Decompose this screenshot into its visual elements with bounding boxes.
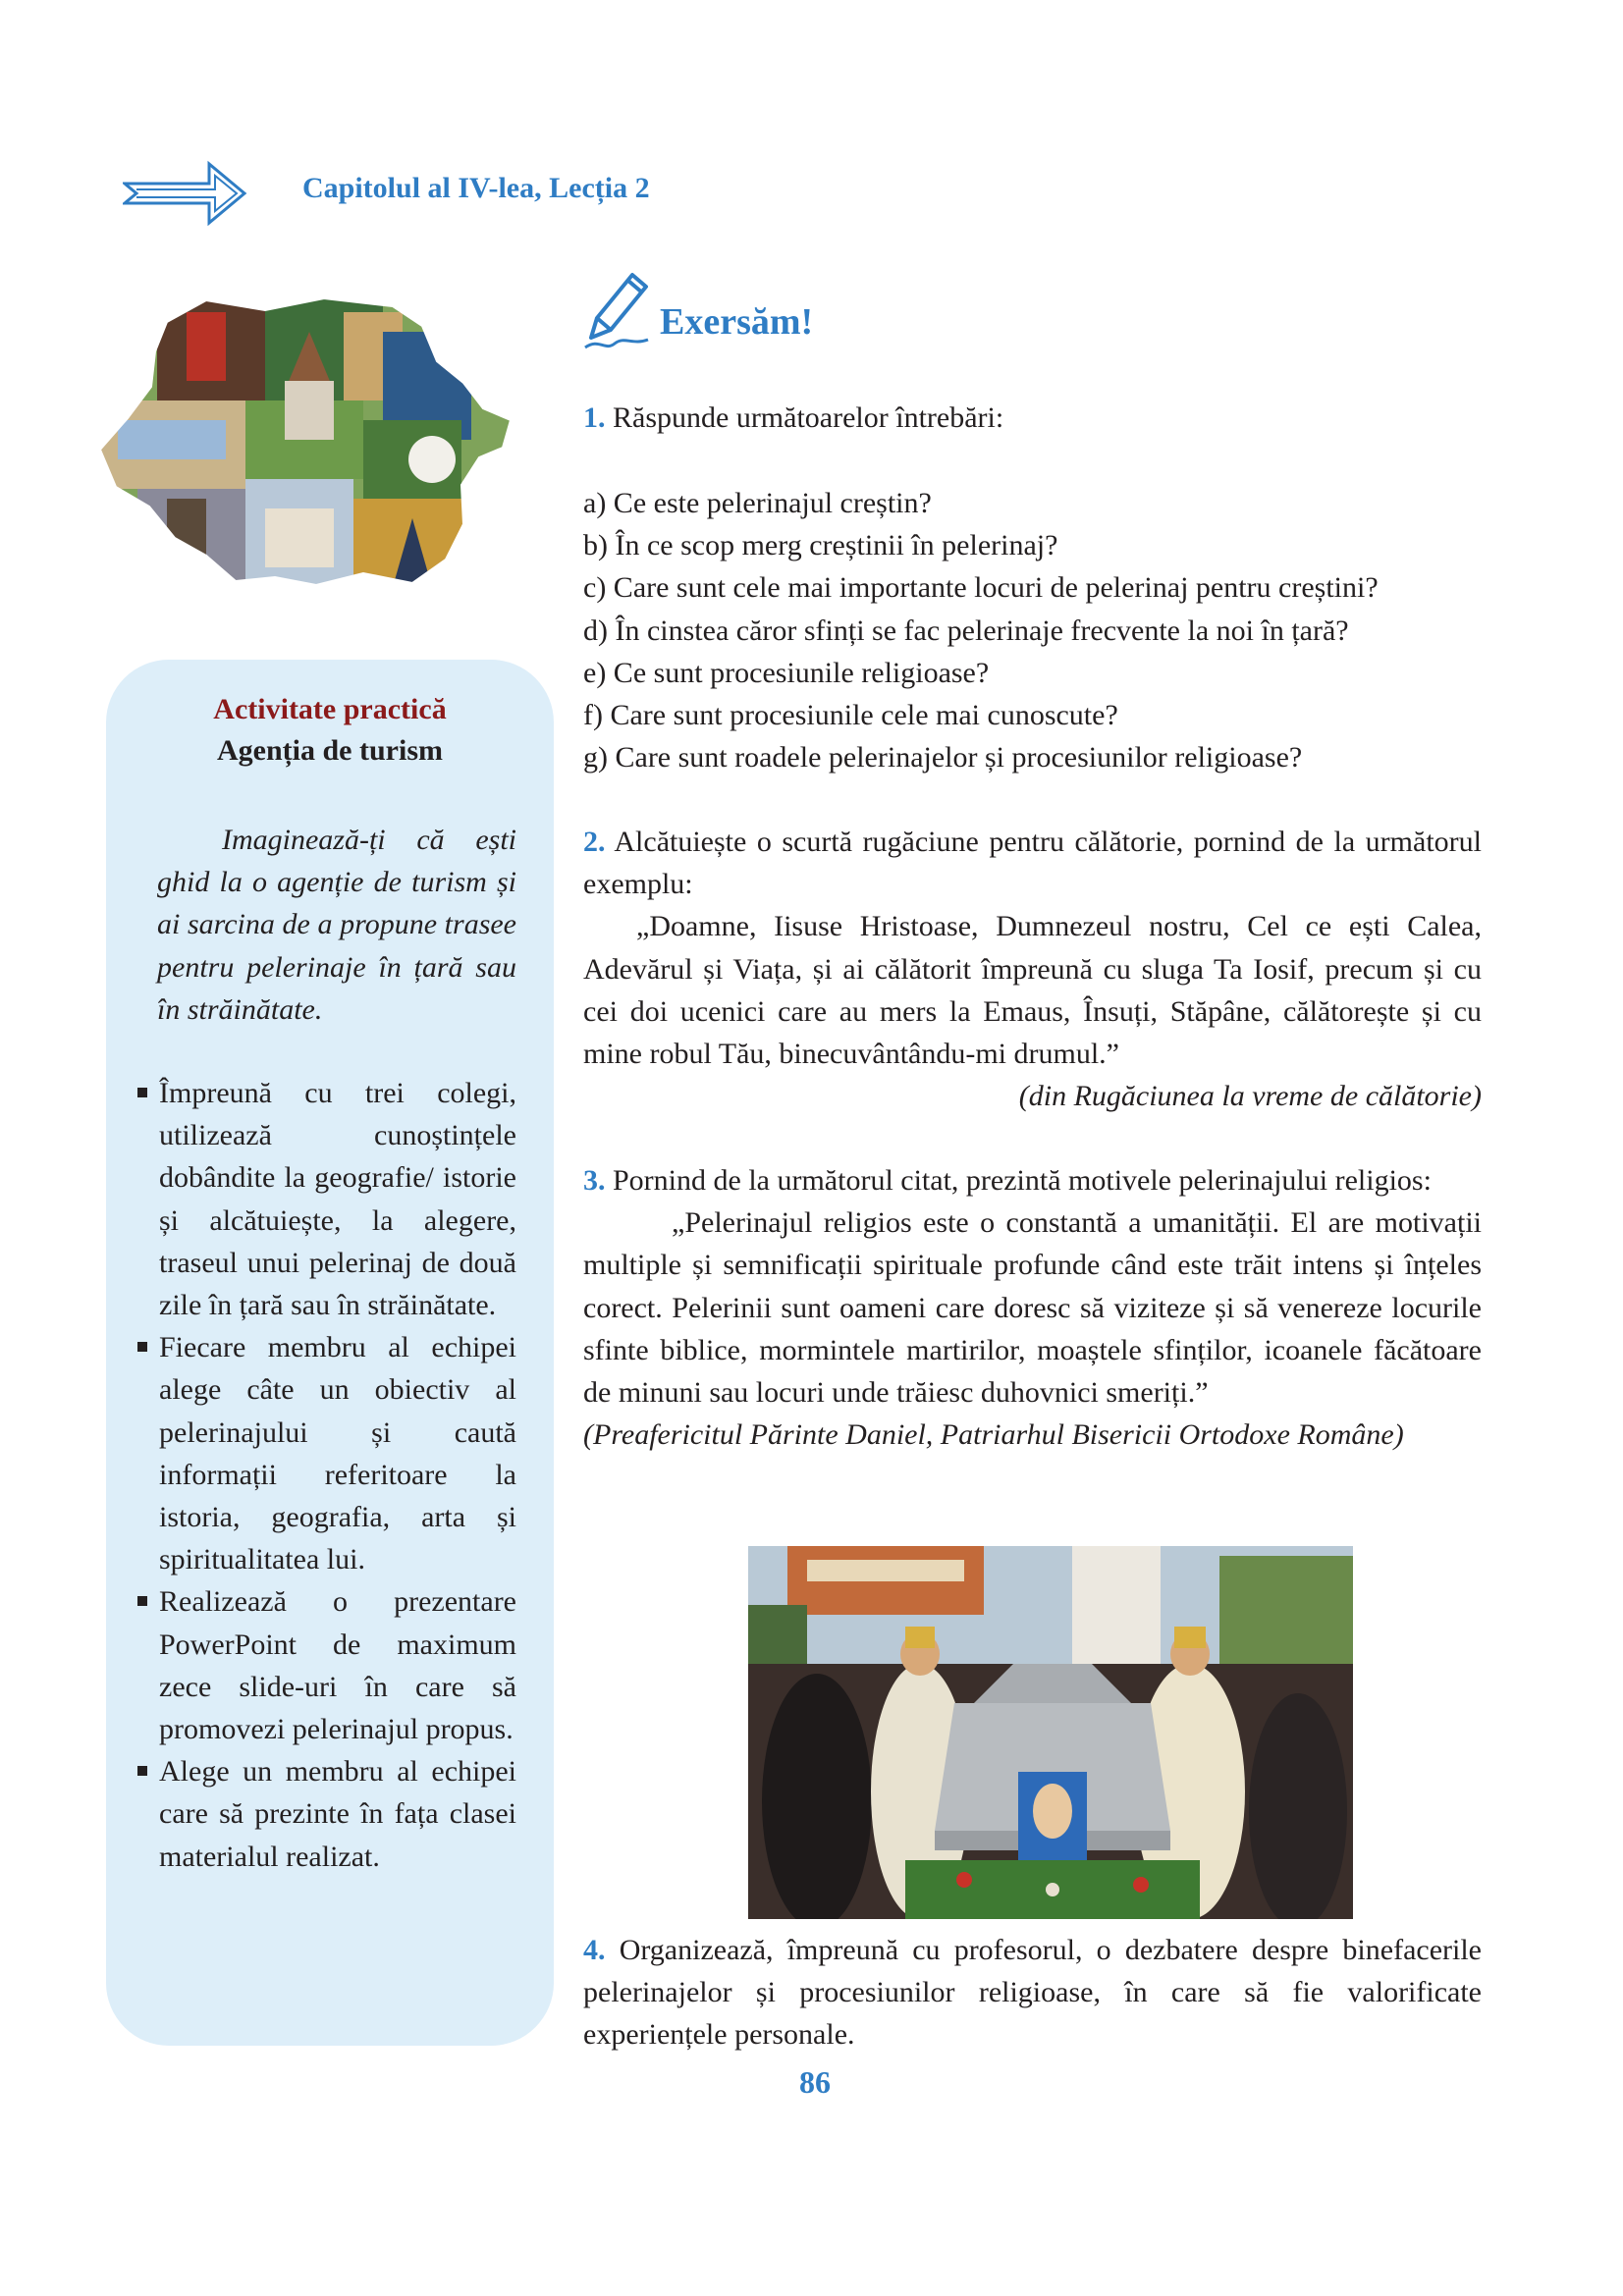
question-text: Organizează, împreună cu profesorul, o dezbatere despre binefacerile pelerinajelor și procesiunilor religioase, în care să fie valorificate experiențele personale. [583,1934,1482,2052]
activity-list [130,1072,516,1878]
list-item: Împreună cu trei colegi, utilizează cunoștințele dobândite la geografie/ istorie și alcătuiește, la alegere, traseul unui pelerinaj de două zile în țară sau în străinătate. [130,1072,516,1326]
question-number: 4. [583,1934,606,1966]
quote-source: (Preafericitul Părinte Daniel, Patriarhul Bisericii Ortodoxe Române) [583,1418,1404,1452]
romania-map-collage [98,293,520,607]
question-text: Alcătuiește o scurtă rugăciune pentru călătorie, pornind de la următorul exemplu: [583,826,1482,901]
pencil-icon [581,269,652,351]
list-item: Alege un membru al echipei care să prezinte în fața clasei materialul realizat. [130,1750,516,1878]
list-item: f) Care sunt procesiunile cele mai cunoscute? [583,699,1118,732]
list-item: b) În ce scop merg creștinii în pelerinaj? [583,529,1058,562]
prayer-quote: „Doamne, Iisuse Hristoase, Dumnezeul nostru, Cel ce ești Calea, Adevărul și Viața, și ai călătorit împreună cu sluga Ta Iosif, precum și cu cei doi ucenici care au mers la Emaus, Însuți, Stăpâne, călătorește și cu mine robul Tău, binecuvântându-mi drumul.” [583,910,1482,1071]
question-text: Răspunde următoarelor întrebări: [613,401,1004,434]
activity-subtitle: Agenția de turism [217,734,443,767]
chapter-title: Capitolul al IV-lea, Lecția 2 [302,172,650,204]
list-item: d) În cinstea căror sfinți se fac pelerinaje frecvente la noi în țară? [583,614,1349,647]
quote-source: (din Rugăciunea la vreme de călătorie) [1018,1080,1482,1113]
question-text: Pornind de la următorul citat, prezintă motivele pelerinajului religios: [613,1164,1432,1197]
list-item: a) Ce este pelerinajul creștin? [583,487,932,519]
question-number: 2. [583,826,606,858]
question-3 [583,1159,1482,1456]
list-item: g) Care sunt roadele pelerinajelor și procesiunilor religioase? [583,741,1303,774]
list-item: c) Care sunt cele mai importante locuri de pelerinaj pentru creștini? [583,571,1379,605]
list-item: e) Ce sunt procesiunile religioase? [583,656,990,689]
question-number: 1. [583,401,606,434]
question-prompt [583,821,1482,905]
question-1 [583,397,1482,439]
question-1-list [583,482,1482,778]
activity-title: Activitate practică [213,693,447,725]
list-item: Fiecare membru al echipei alege câte un obiectiv al pelerinajului și caută informații referitoare la istoria, geografia, arta și spiritualitatea lui. [130,1326,516,1580]
question-number: 3. [583,1164,606,1197]
right-arrow-icon [123,160,248,227]
citation-quote: „Pelerinajul religios este o constantă a umanității. El are motivații multiple și semnificații spirituale profunde când este trăit intens și înțeles corect. Pelerinii sunt oameni care doresc să viziteze și să venereze locurile sfinte biblice, mormintele martirilor, moaștele sfinților, icoanele făcătoare de minuni sau locuri unde trăiesc duhovnici smeriți.” [583,1206,1482,1410]
exercise-title: Exersăm! [660,301,814,343]
question-2 [583,821,1482,1117]
page-number: 86 [799,2064,831,2100]
procession-photo [748,1546,1353,1919]
question-4 [583,1929,1482,2056]
activity-intro: Imaginează-ți că ești ghid la o agenție de turism și ai sarcina de a propune trasee pentru pelerinaje în țară sau în străinătate. [157,824,516,1026]
question-prompt [583,1159,1482,1201]
list-item: Realizează o prezentare PowerPoint de maximum zece slide-uri în care să promovezi pelerinajul propus. [130,1580,516,1750]
